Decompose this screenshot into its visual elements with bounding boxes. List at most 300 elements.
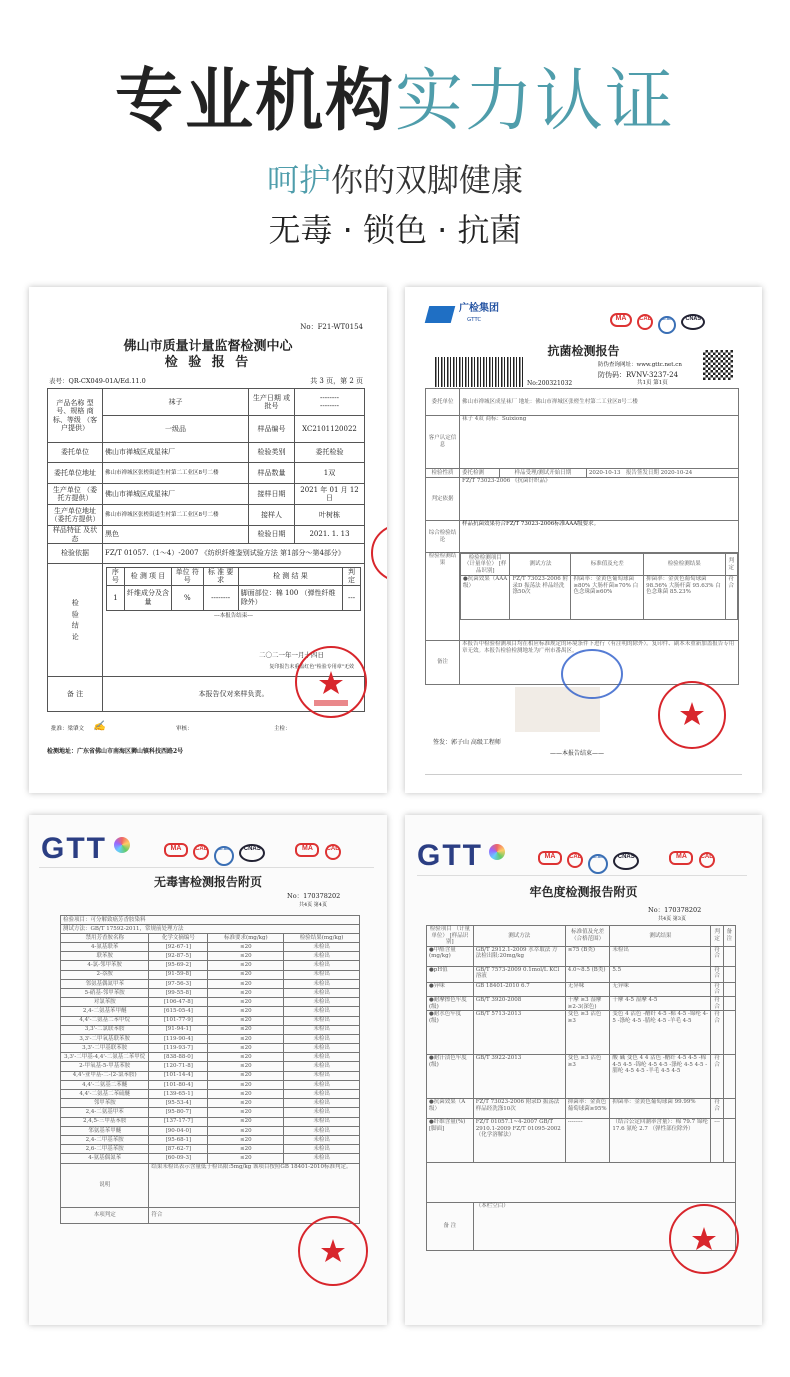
- table-cell: [723, 946, 735, 966]
- table-header: 序号: [107, 568, 125, 586]
- report-end: ——本报告结束——: [550, 750, 605, 757]
- table-cell: ≤20: [208, 943, 284, 952]
- note-row: [61, 1163, 360, 1207]
- table-cell: 未检出: [284, 1007, 360, 1016]
- table-cell: [615-05-4]: [149, 1007, 208, 1016]
- table-cell: ●甲醛含量 (mg/kg): [427, 946, 474, 966]
- test-address: 检测地址：广东省佛山市南海区狮山镇科技西路2号: [47, 748, 184, 755]
- table-cell: ≤20: [208, 1117, 284, 1126]
- page-count: 共4页 第4页: [299, 902, 327, 908]
- value: 委托检验: [295, 443, 365, 463]
- table-cell: ≤20: [208, 1126, 284, 1135]
- table-cell: 符合: [711, 1011, 723, 1055]
- table-cell: ≤75 (B类): [565, 946, 610, 966]
- table-row: [61, 998, 360, 1007]
- value: 叶树栋: [295, 505, 365, 526]
- table-row: [427, 1055, 736, 1099]
- label: 委托单位地址: [48, 463, 103, 484]
- value: FZ/T 01057.（1～4）-2007 《纺织纤维鉴别试验方法 第1部分～第4部分》: [103, 544, 365, 564]
- table-cell: 未检出: [284, 952, 360, 961]
- table-header: 检 测 结 果: [238, 568, 342, 586]
- value: 佛山市禅城区张槎街道生村第二工业区8号二楼: [103, 463, 249, 484]
- table-cell: [723, 1011, 735, 1055]
- header-divider: [417, 875, 747, 876]
- table-cell: 2,4-二氨基苯甲醚: [61, 1007, 149, 1016]
- table-cell: [92-67-1]: [149, 943, 208, 952]
- table-cell: 未检出: [284, 1145, 360, 1154]
- table-row: [61, 1034, 360, 1043]
- report-end: ---本报告结束---: [214, 612, 253, 619]
- table-cell: [723, 966, 735, 982]
- table-cell: ≤20: [208, 1016, 284, 1025]
- table-row: [427, 996, 736, 1010]
- table-row: [61, 1025, 360, 1034]
- label: 备 注: [427, 1203, 474, 1251]
- table-header: 测试方法: [510, 554, 571, 576]
- table-header: 测试方法: [473, 926, 565, 947]
- table-cell: ●耐汗渍色牢度(级): [427, 1055, 474, 1099]
- table-cell: [97-56-3]: [149, 979, 208, 988]
- cal-icon: CAL: [193, 844, 209, 860]
- table-cell: 变色 ≥3 沾色 ≥3: [565, 1055, 610, 1099]
- table-cell: 5.5: [610, 966, 711, 982]
- hero-title-dark: 专业机构: [114, 62, 395, 141]
- blank-cell: [427, 1163, 736, 1203]
- value: 佛山市禅城区成星袜厂: [103, 443, 249, 463]
- official-stamp-icon: [363, 523, 387, 583]
- value: 佛山市禅城区张槎街道生村第二工业区8号二楼: [103, 505, 249, 526]
- label: 检验检测结果: [426, 553, 460, 641]
- table-cell: ≤20: [208, 1135, 284, 1144]
- table-cell: 4,4'-二氨基二苯硫醚: [61, 1090, 149, 1099]
- gttc-logo-icon: [425, 306, 456, 323]
- table-cell: 4-氨基联苯: [61, 943, 149, 952]
- table-cell: GB/T 5713-2013: [473, 1011, 565, 1055]
- reviewer: 审核：: [176, 726, 193, 732]
- anti-fake-code: 防伪码：RVNV-3237-24: [598, 371, 679, 379]
- table-row: [61, 979, 360, 988]
- table-cell: GB/T 3920-2008: [473, 996, 565, 1010]
- table-cell: 符合: [711, 1099, 723, 1119]
- label: 本项判定: [61, 1207, 149, 1223]
- label: 检 验 结 论: [48, 564, 103, 677]
- table-cell: 变色 ≥3 沾色 ≥3: [565, 1011, 610, 1055]
- table-row: [61, 1154, 360, 1163]
- table-cell: [723, 1119, 735, 1163]
- value: 委托检测: [460, 469, 500, 478]
- table-cell: ≤20: [208, 1044, 284, 1053]
- table-cell: 未检出: [284, 1090, 360, 1099]
- table-cell: [723, 1055, 735, 1099]
- table-row: [61, 1053, 360, 1062]
- table-cell: GB/T 3922-2013: [473, 1055, 565, 1099]
- table-cell: ≤20: [208, 1090, 284, 1099]
- table-cell: [60-09-3]: [149, 1154, 208, 1163]
- table-cell: [723, 982, 735, 996]
- header-divider: [39, 867, 374, 868]
- cnas-icon: CNAS: [613, 852, 639, 870]
- table-cell: 未检出: [284, 1053, 360, 1062]
- table-cell: 符合: [725, 576, 737, 620]
- signature: ✍: [93, 721, 106, 732]
- table-cell: [723, 1099, 735, 1119]
- table-cell: FZ/T 73023-2006 附录D 振荡法 样品经洗涤10次: [473, 1099, 565, 1119]
- value: FZ/T 73023-2006 《抗菌针织品》: [460, 478, 739, 521]
- table-header: 标准值及允差: [571, 554, 644, 576]
- report-no: No：170378202: [648, 906, 702, 914]
- page-count: 共4页 第3页: [658, 916, 686, 922]
- table-cell: 未检出: [284, 961, 360, 970]
- label: 检验日期: [249, 526, 295, 544]
- ilac-icon: ilac-MRA: [588, 854, 608, 874]
- table-cell: ●pH值: [427, 966, 474, 982]
- table-cell: ≤20: [208, 970, 284, 979]
- label: 生产单位地址 （委托方提供）: [48, 505, 103, 526]
- table-row: [427, 1011, 736, 1055]
- table-cell: --------: [565, 1119, 610, 1163]
- report-title: 抗菌检测报告: [547, 344, 620, 358]
- table-cell: [101-14-4]: [149, 1071, 208, 1080]
- table-cell: 抑菌率：金黄色葡萄球菌 99.99%: [610, 1099, 711, 1119]
- footer-divider: [425, 774, 742, 775]
- table-row: [61, 1062, 360, 1071]
- table-cell: ≤20: [208, 1053, 284, 1062]
- value: 2020-10-13: [588, 469, 621, 476]
- table-cell: 2,6-二甲基苯胺: [61, 1145, 149, 1154]
- cnas-icon: CNAS: [681, 314, 705, 330]
- ilac-icon: ilac-MRA: [214, 846, 234, 866]
- table-cell: 未检出: [284, 979, 360, 988]
- hero-features: 无毒 · 锁色 · 抗菌: [268, 211, 522, 249]
- table-cell: 未检出: [284, 1080, 360, 1089]
- value: 符合: [149, 1207, 360, 1223]
- table-cell: ≤20: [208, 998, 284, 1007]
- table-cell: 3,3'-二甲基-4,4'-二氨基二苯甲烷: [61, 1053, 149, 1062]
- cal-icon: CAL: [325, 844, 341, 860]
- official-stamp-icon: [294, 645, 369, 720]
- table-row: [61, 1071, 360, 1080]
- barcode-icon: [435, 357, 525, 387]
- value: （本栏空白）: [473, 1203, 735, 1251]
- results-table: [460, 553, 738, 620]
- table-cell: 4.0~8.5 (B类): [565, 966, 610, 982]
- table-header-row: [427, 926, 736, 947]
- table-cell: ●抗菌效果（A级）: [427, 1099, 474, 1119]
- table-cell: [95-80-7]: [149, 1108, 208, 1117]
- report-table: [425, 388, 739, 685]
- table-cell: 联苯胺: [61, 952, 149, 961]
- table-cell: 3,3'-二甲氧基联苯胺: [61, 1034, 149, 1043]
- cma-icon: MA: [610, 313, 632, 327]
- report-no: No：170378202: [287, 892, 341, 900]
- table-row: [427, 1099, 736, 1119]
- value: 样品抗菌效果符合FZ/T 73023-2006标准AAA级要求。: [460, 521, 739, 553]
- table-header: 检验检测结果: [644, 554, 725, 576]
- table-cell: [139-65-1]: [149, 1090, 208, 1099]
- cma-icon: MA: [538, 851, 562, 865]
- table-row: [61, 1099, 360, 1108]
- table-cell: [90-04-0]: [149, 1126, 208, 1135]
- report-card-colorfastness: [405, 815, 762, 1325]
- table-cell: [101-80-4]: [149, 1080, 208, 1089]
- table-cell: ●抗菌效果（AAA级）: [461, 576, 510, 620]
- table-cell: 3,3'-二甲基联苯胺: [61, 1044, 149, 1053]
- gtt-logo-icon: [114, 837, 130, 853]
- table-row: [61, 1145, 360, 1154]
- qr-code-icon: [703, 350, 733, 380]
- label: 接样日期: [249, 484, 295, 505]
- table-cell: 4,4'-亚甲基-二-(2-氯苯胺): [61, 1071, 149, 1080]
- label: 委托单位: [48, 443, 103, 463]
- report-card-nontoxic: [29, 815, 387, 1325]
- table-cell: 4,4'-二氨基二苯醚: [61, 1080, 149, 1089]
- table-cell: [95-68-1]: [149, 1135, 208, 1144]
- gttc-stamp-icon: [560, 647, 625, 702]
- table-header: 标 准 要 求: [203, 568, 238, 586]
- table-row: [427, 966, 736, 982]
- table-row: [61, 1108, 360, 1117]
- test-item: 检验项目：可分解致癌芳香胺染料: [61, 916, 360, 925]
- form-no: 表号：QR-CX049-01A/Ed.11.0: [49, 377, 146, 385]
- label: 备 注: [48, 677, 103, 712]
- table-row: [61, 1016, 360, 1025]
- table-cell: FZ/T 73023-2006 附录D 振荡法 样品经洗涤50次: [510, 576, 571, 620]
- table-cell: 2,4,5-三甲基苯胺: [61, 1117, 149, 1126]
- table-row: [61, 961, 360, 970]
- table-row: [61, 1135, 360, 1144]
- table-row: [427, 946, 736, 966]
- table-cell: [137-17-7]: [149, 1117, 208, 1126]
- blank-row: [427, 1163, 736, 1203]
- table-cell: [87-62-7]: [149, 1145, 208, 1154]
- report-title: 牢色度检测报告附页: [529, 885, 638, 899]
- table-row: [61, 952, 360, 961]
- table-cell: 未检出: [284, 1034, 360, 1043]
- brand-cn: 广检集团: [459, 303, 499, 314]
- value: 本报告中检验检测项目均在相应标准规定的环境条件下进行（有注明的除外）。复印件、副本未重新加盖报告专用章无效。本报告检验检测地址为广州市番禺区。: [460, 641, 739, 685]
- table-cell: [95-53-4]: [149, 1099, 208, 1108]
- value: 一级品: [103, 416, 249, 443]
- table-cell: （结合公定回潮率含量）：棉 79.7 锦纶 17.6 氨纶 2.7 （弹性部位除外）: [610, 1119, 711, 1163]
- table-cell: 干摩 ≥3 湿摩 ≥2-3(深色): [565, 996, 610, 1010]
- report-card-quality: [29, 287, 387, 793]
- table-cell: 未检出: [284, 1135, 360, 1144]
- value: 2020-10-24: [660, 469, 693, 476]
- value: 黑色: [103, 526, 249, 544]
- table-row: [61, 1007, 360, 1016]
- table-cell: 符合: [711, 982, 723, 996]
- table-cell: ≤20: [208, 1025, 284, 1034]
- table-cell: ≤20: [208, 1108, 284, 1117]
- hero-subtitle: [0, 160, 790, 200]
- org-name: 佛山市质量计量监督检测中心: [123, 339, 293, 354]
- value: XC2101120022: [295, 416, 365, 443]
- table-cell: ≤20: [208, 1071, 284, 1080]
- table-cell: ≤20: [208, 952, 284, 961]
- query-site: 防伪查询网址：www.gttc.net.cn: [598, 362, 682, 368]
- value: --------: [320, 393, 339, 402]
- table-cell: ≤20: [208, 1062, 284, 1071]
- table-cell: 抑菌率：金黄色葡萄球菌 98.56% 大肠杆菌 95.63% 白色念珠菌 85.23%: [644, 576, 725, 620]
- inspector: 主检：: [274, 726, 291, 732]
- table-row: [61, 988, 360, 997]
- table-cell: 未检出: [284, 1062, 360, 1071]
- table-cell: ●耐水色牢度(级): [427, 1011, 474, 1055]
- table-header: 检验检测项目 （计量单位） [样品识别]: [461, 554, 510, 576]
- table-cell: FZ/T 01057.1~4-2007 GB/T 2910.1-2009 FZ/T 01095-2002 （化学溶解法）: [473, 1119, 565, 1163]
- value: 佛山市禅城区成星袜厂: [103, 484, 249, 505]
- value: 袜子: [103, 389, 249, 416]
- hero-title: [0, 62, 790, 142]
- table-cell: 对氯苯胺: [61, 998, 149, 1007]
- table-cell: 未检出: [284, 943, 360, 952]
- report-card-antibacterial: [405, 287, 762, 793]
- table-header: 判定: [725, 554, 737, 576]
- label: 生产单位 （委托方提供）: [48, 484, 103, 505]
- label: 样品受理/测试开始日期: [499, 469, 586, 478]
- value: 本报告仅对来样负责。: [103, 677, 365, 712]
- label: 生产日期 或批号: [249, 389, 295, 416]
- table-cell: 4,4'-二氨基二苯甲烷: [61, 1016, 149, 1025]
- label: 备注: [426, 641, 460, 685]
- cal-icon: CAL: [637, 314, 653, 330]
- table-cell: 未检出: [284, 1108, 360, 1117]
- table-row: [61, 1126, 360, 1135]
- table-cell: [119-93-7]: [149, 1044, 208, 1053]
- table-header: 标准值及允差 （合格范围）: [565, 926, 610, 947]
- table-cell: ●纤维含量(%) [脚面]: [427, 1119, 474, 1163]
- table-cell: 2,4-二氨基甲苯: [61, 1108, 149, 1117]
- table-cell: ---: [343, 585, 361, 610]
- table-header: 检验项目 （计量单位） [样品识别]: [427, 926, 474, 947]
- conclusion-table: [106, 567, 361, 611]
- table-cell: 变色 4 沾色 -醋纤 4-5 -棉 4-5 -锦纶 4-5 -涤纶 4-5 -腈纶 4-5 -羊毛 4-5: [610, 1011, 711, 1055]
- table-cell: 未检出: [284, 970, 360, 979]
- table-cell: 符合: [711, 946, 723, 966]
- table-cell: 4-氨基偶氮苯: [61, 1154, 149, 1163]
- page-count: 共 3 页，第 2 页: [310, 377, 363, 385]
- table-cell: [91-94-1]: [149, 1025, 208, 1034]
- table-cell: 未检出: [284, 988, 360, 997]
- signer: 签发：郭子山 高级工程师: [433, 739, 501, 746]
- official-stamp-icon: [657, 680, 727, 750]
- table-header: 禁用芳香胺名称: [61, 934, 149, 943]
- table-header: 测试结果: [610, 926, 711, 947]
- label: 客户认定信息: [426, 416, 460, 469]
- table-cell: 3,3'-二氯联苯胺: [61, 1025, 149, 1034]
- table-row: [61, 1117, 360, 1126]
- table-cell: 未检出: [284, 1117, 360, 1126]
- table-cell: 邻氨基苯甲醚: [61, 1126, 149, 1135]
- table-cell: 未检出: [284, 1099, 360, 1108]
- approver: 批准：梁肇文: [51, 726, 85, 732]
- cnas-icon: CNAS: [239, 844, 265, 862]
- page-count: 共1页 第1页: [637, 380, 668, 386]
- table-cell: 1: [107, 585, 125, 610]
- table-cell: 纤维成分及含量: [124, 585, 171, 610]
- cma-icon: MA: [669, 851, 693, 865]
- table-cell: GB/T 2912.1-2009 水萃取法 方法检出限:20mg/kg: [473, 946, 565, 966]
- table-cell: 符合: [711, 996, 723, 1010]
- label: 委托单位: [426, 389, 460, 416]
- gtt-logo-icon: [489, 844, 505, 860]
- gtt-logo: GTT: [417, 839, 483, 872]
- table-cell: 符合: [711, 966, 723, 982]
- table-header: 标准要求(mg/kg): [208, 934, 284, 943]
- table-cell: 符合: [711, 1055, 723, 1099]
- table-cell: 未检出: [284, 1025, 360, 1034]
- table-cell: [723, 996, 735, 1010]
- report-title: 无毒害检测报告附页: [153, 875, 262, 889]
- cert-marks: [610, 305, 705, 334]
- table-cell: %: [172, 585, 203, 610]
- table-header: 判定: [711, 926, 723, 947]
- table-cell: 未检出: [284, 1126, 360, 1135]
- brand-en: GTTC: [467, 317, 482, 323]
- table-cell: [99-55-8]: [149, 988, 208, 997]
- label: 样品特征 及状态: [48, 526, 103, 544]
- table-cell: 无异味: [565, 982, 610, 996]
- copy-note: 复印报告未重盖红色"检验专用章"无效: [269, 664, 354, 670]
- table-header: 化学文摘编号: [149, 934, 208, 943]
- table-cell: [106-47-8]: [149, 998, 208, 1007]
- table-cell: [120-71-8]: [149, 1062, 208, 1071]
- table-cell: ---: [711, 1119, 723, 1163]
- table-cell: ≤20: [208, 1099, 284, 1108]
- cma-icon: MA: [164, 843, 188, 857]
- table-cell: 未检出: [284, 1016, 360, 1025]
- report-date: 二〇二一年一月十四日: [259, 651, 324, 659]
- ilac-icon: ilac-MRA: [658, 316, 676, 334]
- table-cell: 4-氯-邻甲苯胺: [61, 961, 149, 970]
- label: 综合检验结论: [426, 521, 460, 553]
- table-cell: ≤20: [208, 1034, 284, 1043]
- table-cell: --------: [203, 585, 238, 610]
- table-cell: GB/T 7573-2009 0.1mol/L KCl溶液: [473, 966, 565, 982]
- report-no: No:200321032: [527, 380, 573, 387]
- table-cell: 2-甲氧基-5-甲基苯胺: [61, 1062, 149, 1071]
- table-cell: [838-88-0]: [149, 1053, 208, 1062]
- value: --------: [320, 402, 339, 410]
- cert-marks: [164, 835, 341, 866]
- value: 佛山市禅城区成星袜厂 地址：佛山市禅城区张槎生村第二工业区8号二楼: [460, 389, 739, 416]
- table-cell: ≤20: [208, 961, 284, 970]
- table-cell: [92-87-5]: [149, 952, 208, 961]
- official-stamp-icon: [668, 1203, 740, 1275]
- table-cell: ≤20: [208, 979, 284, 988]
- table-row: [61, 1080, 360, 1089]
- label: 接样人: [249, 505, 295, 526]
- table-cell: 未检出: [284, 1154, 360, 1163]
- cert-marks: [538, 843, 715, 874]
- label: 检验类别: [249, 443, 295, 463]
- label: 判定依据: [426, 478, 460, 521]
- table-cell: [101-77-9]: [149, 1016, 208, 1025]
- table-cell: ≤20: [208, 1080, 284, 1089]
- table-cell: 抑菌率：金黄色葡萄球菌≥95%: [565, 1099, 610, 1119]
- table-cell: ●异味: [427, 982, 474, 996]
- table-cell: 脚面部位：棉 100 （弹性纤维除外）: [238, 585, 342, 610]
- table-cell: [95-69-2]: [149, 961, 208, 970]
- table-row: [61, 970, 360, 979]
- table-cell: ≤20: [208, 1007, 284, 1016]
- table-cell: 邻甲苯胺: [61, 1099, 149, 1108]
- cma-icon: MA: [295, 843, 319, 857]
- table-cell: ≤20: [208, 1145, 284, 1154]
- table-cell: 未检出: [284, 1071, 360, 1080]
- table-header: 判定: [343, 568, 361, 586]
- table-cell: 抑菌率：金黄色葡萄球菌≥80% 大肠杆菌≥70% 白色念珠菌≥60%: [571, 576, 644, 620]
